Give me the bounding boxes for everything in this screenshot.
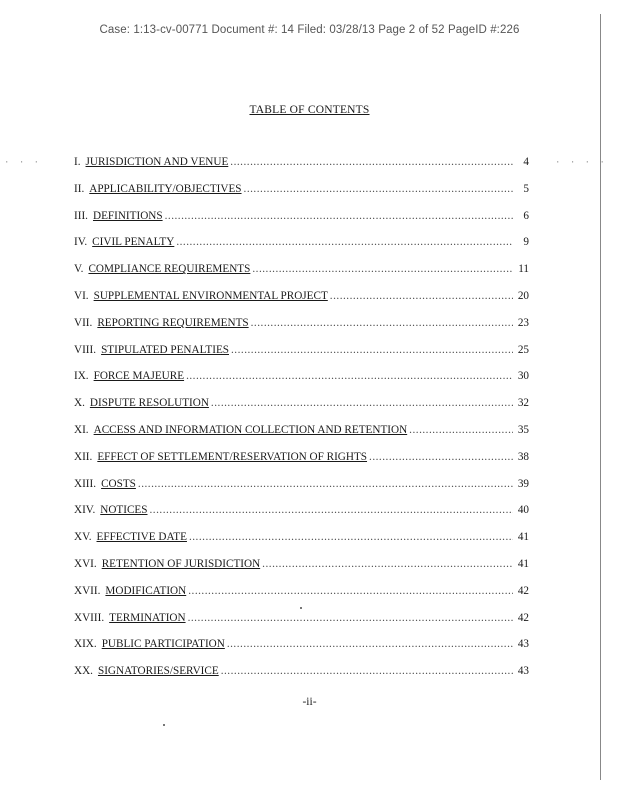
- page-title: TABLE OF CONTENTS: [249, 104, 370, 116]
- scan-noise: · · · ·: [555, 158, 607, 168]
- toc-entry-page: 11: [518, 263, 529, 276]
- dot-leader: [244, 183, 513, 195]
- dot-leader: [252, 263, 513, 275]
- toc-entry[interactable]: [74, 263, 529, 290]
- toc-entry[interactable]: [74, 585, 529, 612]
- toc-entry-page: 5: [523, 182, 529, 195]
- toc-entry-page: 25: [517, 343, 529, 356]
- toc-entry-label[interactable]: CIVIL PENALTY: [92, 236, 175, 249]
- toc-entry[interactable]: [74, 531, 529, 558]
- dot-leader: [138, 478, 513, 490]
- dot-leader: [251, 317, 513, 329]
- toc-entry-label[interactable]: FORCE MAJEURE: [93, 370, 185, 383]
- toc-entry-label[interactable]: REPORTING REQUIREMENTS: [97, 316, 249, 329]
- toc-entry-number: VI.: [74, 289, 89, 302]
- toc-entry-label[interactable]: ACCESS AND INFORMATION COLLECTION AND RETENTION: [93, 423, 408, 436]
- toc-entry-number: XIV.: [74, 504, 96, 517]
- toc-entry-page: 23: [517, 316, 529, 329]
- dot-leader: [150, 504, 514, 516]
- toc-entry-label[interactable]: SIGNATORIES/SERVICE: [97, 665, 219, 678]
- toc-entry[interactable]: [74, 290, 529, 317]
- toc-entry-label[interactable]: COSTS: [101, 477, 136, 490]
- dot-leader: [188, 585, 513, 597]
- toc-entry-number: XVI.: [74, 557, 97, 570]
- toc-entry-number: IX.: [74, 370, 89, 383]
- dot-leader: [230, 156, 513, 168]
- toc-entry-page: 41: [517, 531, 529, 544]
- toc-entry-page: 6: [523, 209, 529, 222]
- toc-entry-label[interactable]: PUBLIC PARTICIPATION: [101, 638, 225, 651]
- toc-entry[interactable]: [74, 612, 529, 639]
- toc-entry-page: 4: [523, 156, 529, 168]
- toc-entry-page: 43: [517, 665, 529, 678]
- toc-entry-page: 9: [523, 236, 529, 249]
- toc-entry[interactable]: [74, 370, 529, 397]
- toc-entry-page: 41: [517, 557, 529, 570]
- toc-entry-number: VIII.: [74, 343, 97, 356]
- toc-entry-page: 42: [517, 611, 529, 624]
- toc-entry-page: 39: [517, 477, 529, 490]
- toc-entry-label[interactable]: DISPUTE RESOLUTION: [89, 397, 209, 410]
- toc-entry-label[interactable]: JURISDICTION AND VENUE: [85, 156, 229, 168]
- toc-entry[interactable]: [74, 236, 529, 263]
- toc-entry-page: 43: [517, 638, 529, 651]
- scan-speck: [163, 724, 165, 726]
- toc-entry[interactable]: [74, 344, 529, 371]
- toc-entry-page: 42: [517, 584, 529, 597]
- toc-entry[interactable]: [74, 156, 529, 183]
- toc-entry-page: 32: [517, 397, 529, 410]
- toc-entry[interactable]: [74, 317, 529, 344]
- toc-entry-number: XV.: [74, 531, 92, 544]
- case-header: Case: 1:13-cv-00771 Document #: 14 Filed: 03/28/13 Page 2 of 52 PageID #:226: [99, 24, 520, 36]
- dot-leader: [330, 290, 513, 302]
- toc-entry[interactable]: [74, 451, 529, 478]
- dot-leader: [186, 370, 513, 382]
- toc-entry-number: III.: [74, 209, 88, 222]
- dot-leader: [369, 451, 513, 463]
- toc-entry-number: IV.: [74, 236, 88, 249]
- dot-leader: [409, 424, 513, 436]
- toc-entry-number: I.: [74, 156, 81, 168]
- toc-entry-page: 30: [517, 370, 529, 383]
- dot-leader: [176, 236, 513, 248]
- toc-entry-page: 38: [517, 450, 529, 463]
- toc-entry[interactable]: [74, 478, 529, 505]
- toc-entry[interactable]: [74, 210, 529, 237]
- toc-entry-number: XVIII.: [74, 611, 105, 624]
- toc-entry-number: II.: [74, 182, 85, 195]
- toc-entry-number: XII.: [74, 450, 93, 463]
- toc-entry-label[interactable]: DEFINITIONS: [92, 209, 163, 222]
- scan-edge-line: [600, 14, 601, 780]
- toc-entry[interactable]: [74, 638, 529, 665]
- toc-entry-number: V.: [74, 263, 84, 276]
- toc-entry[interactable]: [74, 424, 529, 451]
- scan-noise: · · ·: [4, 158, 42, 168]
- toc-entry-label[interactable]: RETENTION OF JURISDICTION: [101, 557, 261, 570]
- toc-entry-number: XIX.: [74, 638, 97, 651]
- dot-leader: [165, 210, 513, 222]
- toc-entry-number: XIII.: [74, 477, 97, 490]
- dot-leader: [188, 612, 513, 624]
- toc-entry-number: X.: [74, 397, 85, 410]
- toc-entry-page: 35: [517, 423, 529, 436]
- toc-entry-number: XI.: [74, 423, 89, 436]
- toc-entry-label[interactable]: APPLICABILITY/OBJECTIVES: [89, 182, 242, 195]
- dot-leader: [262, 558, 513, 570]
- toc-entry-label[interactable]: COMPLIANCE REQUIREMENTS: [88, 263, 251, 276]
- toc-entry[interactable]: [74, 183, 529, 210]
- toc-entry[interactable]: [74, 558, 529, 585]
- page-number: -ii-: [302, 696, 317, 708]
- toc-entry-label[interactable]: EFFECT OF SETTLEMENT/RESERVATION OF RIGHTS: [97, 450, 368, 463]
- toc-entry-page: 20: [517, 289, 529, 302]
- table-of-contents: [74, 156, 529, 692]
- toc-entry-label[interactable]: STIPULATED PENALTIES: [101, 343, 229, 356]
- toc-entry[interactable]: [74, 665, 529, 692]
- dot-leader: [189, 531, 513, 543]
- toc-entry-number: VII.: [74, 316, 93, 329]
- toc-entry-label[interactable]: NOTICES: [100, 504, 148, 517]
- toc-entry[interactable]: [74, 397, 529, 424]
- toc-entry-number: XX.: [74, 665, 93, 678]
- dot-leader: [227, 638, 513, 650]
- toc-entry-number: XVII.: [74, 584, 101, 597]
- toc-entry-page: 40: [517, 504, 529, 517]
- toc-entry[interactable]: [74, 504, 529, 531]
- dot-leader: [221, 665, 513, 677]
- toc-entry-label[interactable]: TERMINATION: [109, 611, 186, 624]
- dot-leader: [231, 344, 513, 356]
- toc-entry-label[interactable]: MODIFICATION: [105, 584, 187, 597]
- toc-entry-label[interactable]: SUPPLEMENTAL ENVIRONMENTAL PROJECT: [93, 289, 328, 302]
- toc-entry-label[interactable]: EFFECTIVE DATE: [96, 531, 187, 544]
- dot-leader: [211, 397, 513, 409]
